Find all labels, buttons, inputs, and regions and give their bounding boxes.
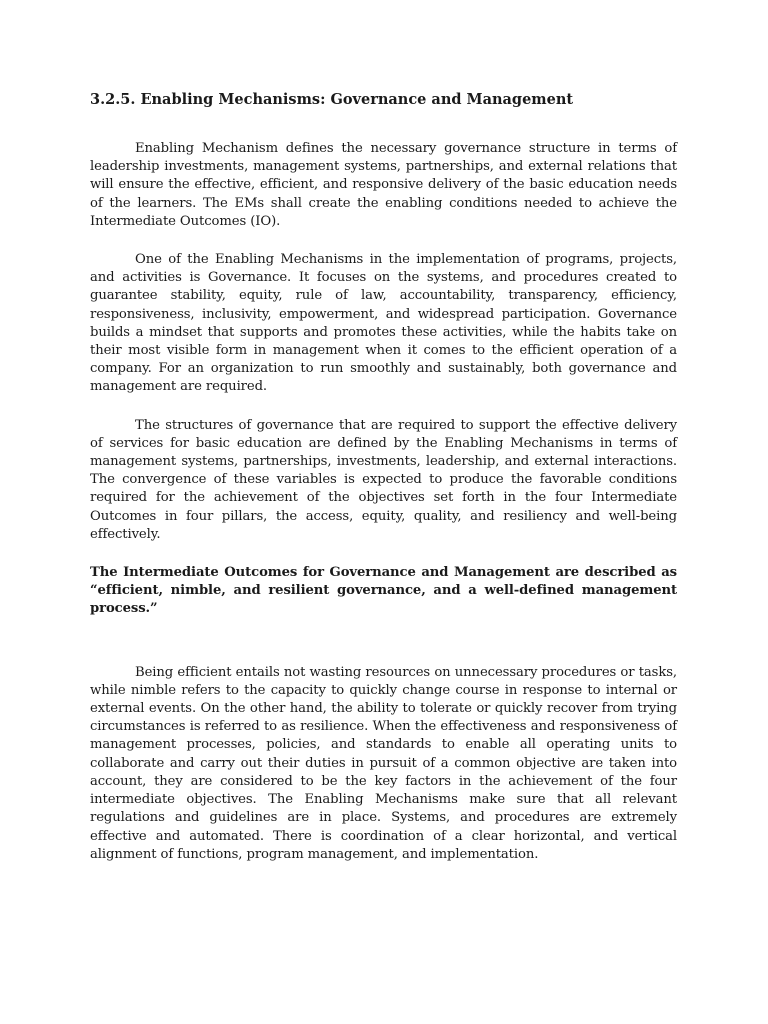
- paragraph-governance: One of the Enabling Mechanisms in the implementation of programs, projects, and activities is Governance. It focuses on the systems, and procedures created to guarantee stability, equity, rule of law, accountability, transparency, efficiency, responsiveness, inclusivity, empowerment, and widespread participation. Governance builds a mindset that supports and promotes these activities, while the habits take on their most visible form in management when it comes to the efficient operation of a company. For an organization to run smoothly and sustainably, both governance and management are required.: [90, 252, 677, 395]
- section-heading: 3.2.5. Enabling Mechanisms: Governance and Management: [90, 91, 574, 108]
- paragraph-efficiency: Being efficient entails not wasting resources on unnecessary procedures or tasks, while nimble refers to the capacity to quickly change course in response to internal or external events. On the other hand, the ability to tolerate or quickly recover from trying circumstances is referred to as resilience. When the effectiveness and responsiveness of management processes, policies, and standards to enable all operating units to collaborate and carry out their duties in pursuit of a common objective are taken into account, they are considered to be the key factors in the achievement of the four intermediate objectives. The Enabling Mechanisms make sure that all relevant regulations and guidelines are in place. Systems, and procedures are extremely effective and automated. There is coordination of a clear horizontal, and vertical alignment of functions, program management, and implementation.: [90, 664, 677, 862]
- document-page: [90, 90, 677, 864]
- paragraph-governance-structures: The structures of governance that are required to support the effective delivery of services for basic education are defined by the Enabling Mechanisms in terms of management systems, partnerships, investments, leadership, and external interactions. The convergence of these variables is expected to produce the favorable conditions required for the achievement of the objectives set forth in the four Intermediate Outcomes in four pillars, the access, equity, quality, and resiliency and well-being effectively.: [90, 417, 677, 542]
- paragraph-enabling-mechanism: Enabling Mechanism defines the necessary governance structure in terms of leadership investments, management systems, partnerships, and external relations that will ensure the effective, efficient, and responsive delivery of the basic education needs of the learners. The EMs shall create the enabling conditions needed to achieve the Intermediate Outcomes (IO).: [90, 141, 677, 229]
- intermediate-outcomes-statement: The Intermediate Outcomes for Governance and Management are described as “efficient, nimble, and resilient governance, and a well-defined management process.”: [90, 565, 677, 617]
